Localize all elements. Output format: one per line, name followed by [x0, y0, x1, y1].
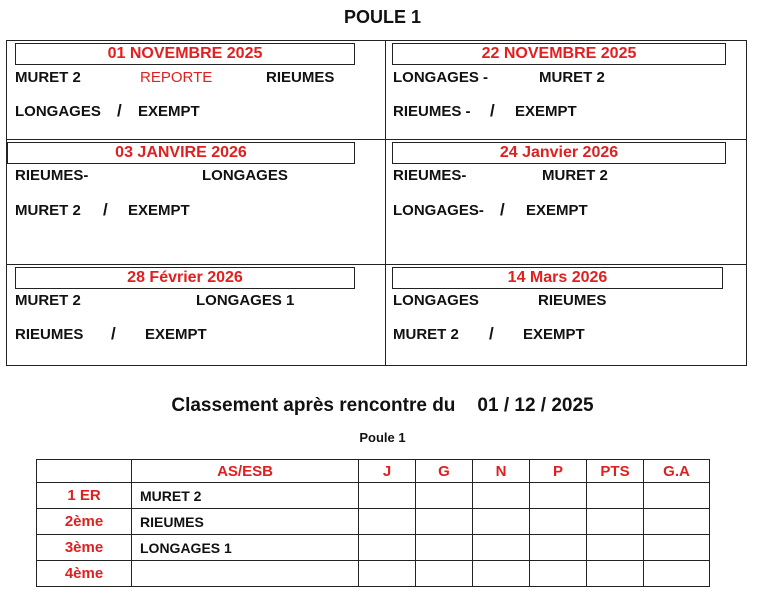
away-team: LONGAGES 1 [196, 292, 295, 309]
match-separator: / [490, 101, 495, 120]
team-cell [132, 561, 359, 587]
home-team: MURET 2 [15, 292, 81, 309]
rank-cell: 3ème [37, 535, 132, 561]
match-separator: / [117, 101, 122, 120]
home-team: RIEUMES - [393, 103, 471, 120]
round-date: 01 NOVEMBRE 2025 [15, 43, 355, 65]
away-team: RIEUMES [266, 69, 335, 86]
home-team: RIEUMES [15, 326, 84, 343]
stat-cell [473, 509, 530, 535]
table-row [37, 483, 710, 509]
table-row [37, 535, 710, 561]
page-title: POULE 1 [343, 7, 422, 27]
stat-cell [359, 483, 416, 509]
round-date: 22 NOVEMBRE 2025 [392, 43, 726, 65]
header-rank-cell [37, 460, 132, 483]
stat-cell [530, 561, 587, 587]
away-team: LONGAGES [202, 167, 288, 184]
round-date: 14 Mars 2026 [392, 267, 723, 289]
stat-cell [473, 561, 530, 587]
away-team: EXEMPT [145, 326, 207, 343]
away-team: MURET 2 [539, 69, 605, 86]
home-team: MURET 2 [393, 326, 459, 343]
stat-cell [644, 509, 710, 535]
stat-cell [644, 561, 710, 587]
schedule-grid [6, 40, 747, 366]
round-cell-4 [386, 140, 746, 264]
home-team: LONGAGES [15, 103, 101, 120]
stat-cell [416, 561, 473, 587]
team-cell: MURET 2 [132, 483, 359, 509]
standings-heading [0, 395, 765, 417]
team-cell: RIEUMES [132, 509, 359, 535]
round-date: 24 Janvier 2026 [392, 142, 726, 164]
match-separator: / [489, 324, 494, 343]
standings-date: 01 / 12 / 2025 [477, 395, 594, 416]
match-separator: / [111, 324, 116, 343]
stat-cell [473, 535, 530, 561]
home-team: MURET 2 [15, 202, 81, 219]
away-team: EXEMPT [138, 103, 200, 120]
table-header-row [37, 460, 710, 483]
stat-cell [416, 509, 473, 535]
table-row [37, 509, 710, 535]
away-team: RIEUMES [538, 292, 607, 309]
away-team: EXEMPT [526, 202, 588, 219]
standings-table [36, 459, 710, 587]
home-team: RIEUMES- [393, 167, 467, 184]
column-header: N [473, 460, 530, 483]
match-separator: / [500, 200, 505, 219]
standings-group: Poule 1 [359, 430, 406, 445]
away-team: EXEMPT [128, 202, 190, 219]
home-team: RIEUMES- [15, 167, 89, 184]
round-date: 03 JANVIRE 2026 [7, 142, 355, 164]
stat-cell [530, 509, 587, 535]
round-cell-1 [7, 41, 385, 139]
stat-cell [644, 535, 710, 561]
stat-cell [416, 483, 473, 509]
round-cell-6 [386, 265, 746, 365]
round-cell-2 [386, 41, 746, 139]
stat-cell [359, 509, 416, 535]
rank-cell: 1 ER [37, 483, 132, 509]
column-header: G [416, 460, 473, 483]
column-header: J [359, 460, 416, 483]
table-row [37, 561, 710, 587]
home-team: LONGAGES- [393, 202, 484, 219]
column-header: G.A [644, 460, 710, 483]
match-separator: / [103, 200, 108, 219]
round-cell-3 [7, 140, 385, 264]
away-team: EXEMPT [523, 326, 585, 343]
stat-cell [359, 561, 416, 587]
stat-cell [644, 483, 710, 509]
rank-cell: 2ème [37, 509, 132, 535]
stat-cell [359, 535, 416, 561]
stat-cell [587, 509, 644, 535]
round-date: 28 Février 2026 [15, 267, 355, 289]
column-header: AS/ESB [132, 460, 359, 483]
team-cell: LONGAGES 1 [132, 535, 359, 561]
home-team: LONGAGES [393, 292, 479, 309]
stat-cell [587, 535, 644, 561]
column-header: PTS [587, 460, 644, 483]
standings-heading-text: Classement après rencontre du [171, 395, 456, 416]
home-team: LONGAGES - [393, 69, 489, 86]
rank-cell: 4ème [37, 561, 132, 587]
stat-cell [587, 483, 644, 509]
home-team: MURET 2 [15, 69, 81, 86]
stat-cell [473, 483, 530, 509]
stat-cell [587, 561, 644, 587]
round-cell-5 [7, 265, 385, 365]
match-status: REPORTE [140, 69, 213, 86]
column-header: P [530, 460, 587, 483]
away-team: EXEMPT [515, 103, 577, 120]
stat-cell [416, 535, 473, 561]
stat-cell [530, 535, 587, 561]
stat-cell [530, 483, 587, 509]
away-team: MURET 2 [542, 167, 608, 184]
